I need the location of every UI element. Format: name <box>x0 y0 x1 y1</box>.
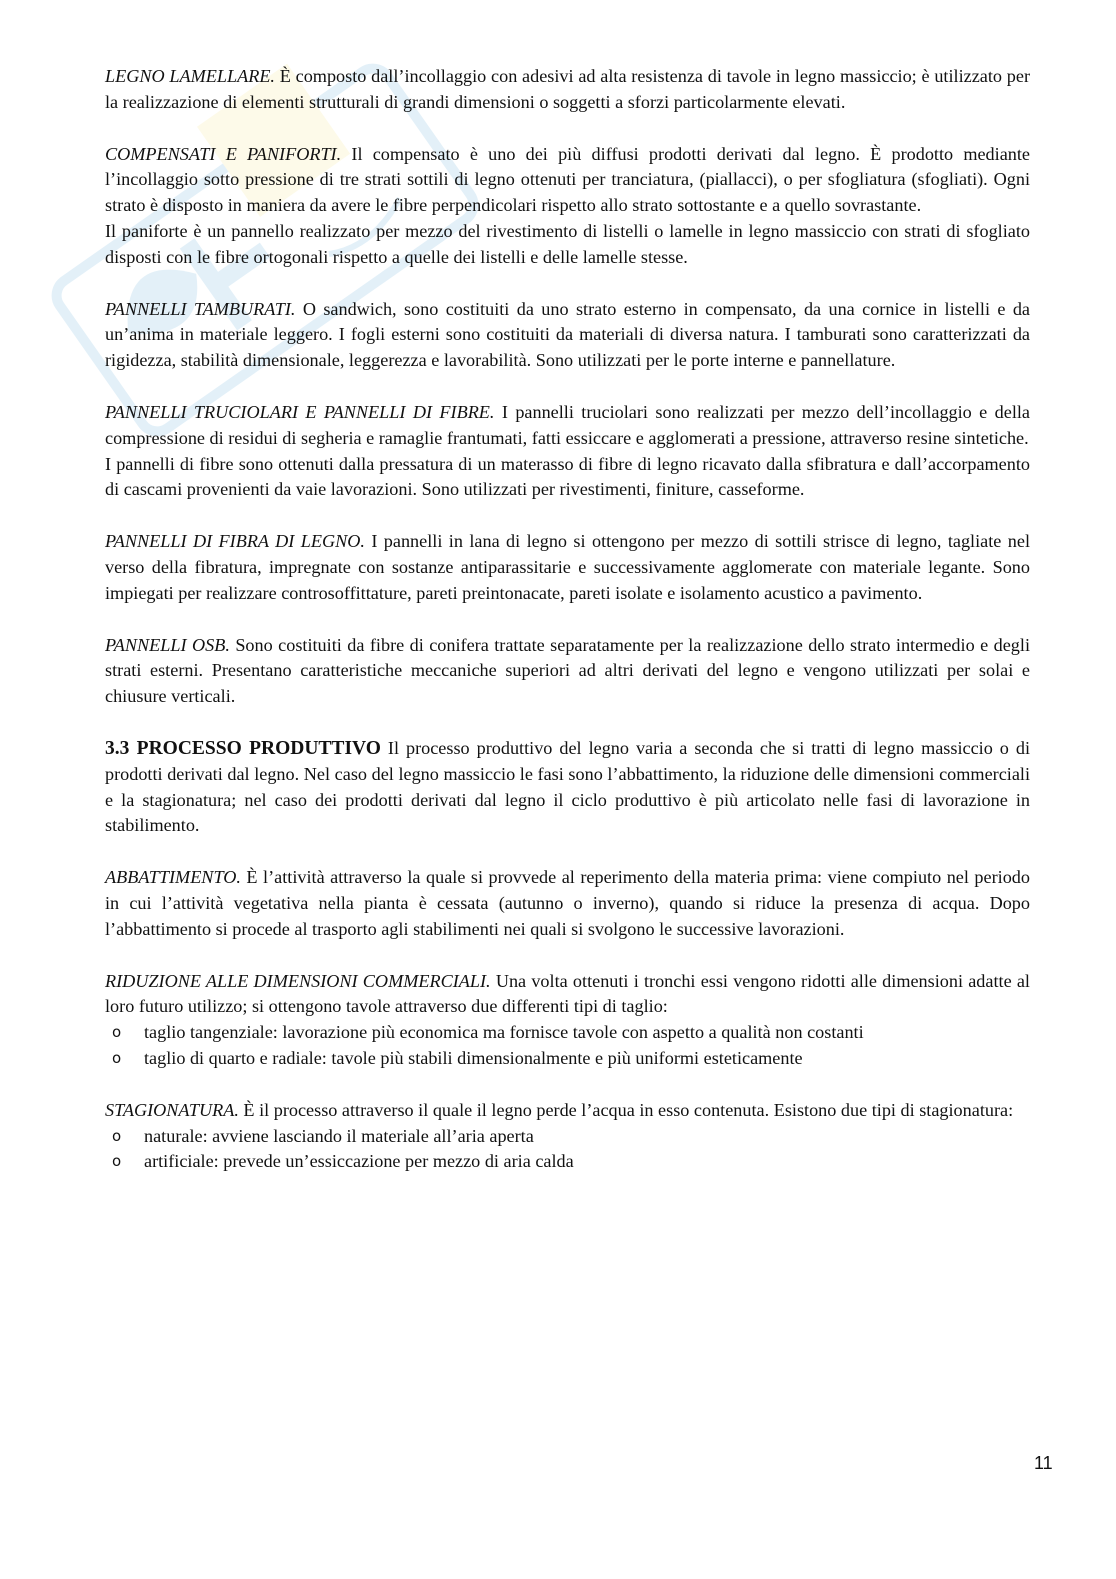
paragraph-stagionatura <box>105 1098 1030 1124</box>
paragraph-title: RIDUZIONE ALLE DIMENSIONI COMMERCIALI. <box>105 970 491 991</box>
paragraph-text: O sandwich, sono costituiti da uno strato esterno in compensato, da una cornice in listelli e da un’anima in materiale leggero. I fogli esterni sono costituiti da materiali di diversa natura. I tamburati sono caratterizzati da rigidezza, stabilità dimensionale, leggerezza e lavorabilità. Sono utilizzati per le porte interne e pannellature. <box>105 298 1031 371</box>
list-item-text: taglio di quarto e radiale: tavole più stabili dimensionalmente e più uniformi esteticamente <box>144 1047 803 1068</box>
paragraph-title: PANNELLI TAMBURATI. <box>105 298 296 319</box>
paragraph-text: È l’attività attraverso la quale si provvede al reperimento della materia prima: viene compiuto nel periodo in cui l’attività vegetativa nella pianta è cessata (autunno o inverno), quando si riduce la presenza di acqua. Dopo l’abbattimento si procede al trasporto agli stabilimenti nei quali si svolgono le successive lavorazioni. <box>105 867 1030 939</box>
paragraph-abbattimento <box>105 865 1030 942</box>
paragraph-compensati <box>105 142 1030 219</box>
paragraph-title: PANNELLI TRUCIOLARI E PANNELLI DI FIBRE. <box>105 401 495 422</box>
paragraph-title: LEGNO LAMELLARE. <box>105 66 275 86</box>
bullet-list-stagionatura <box>105 1124 1030 1176</box>
bullet-icon: o <box>112 1126 122 1145</box>
paragraph-text: I pannelli di fibre sono ottenuti dalla pressatura di un materasso di fibre di legno ricavato dalla sfibratura e dall’accorpamento di cascami provenienti da vaie lavorazioni. Sono utilizzati per rivestimenti, finiture, casseforme. <box>105 453 1030 500</box>
paragraph-text: Sono costituiti da fibre di conifera trattate separatamente per la realizzazione dello strato intermedio e degli strati esterni. Presentano caratteristiche meccaniche superiori ad altri derivati del legno e vengono utilizzati per solai e chiusure verticali. <box>105 634 1031 707</box>
paragraph-title: STAGIONATURA. <box>105 1099 239 1120</box>
paragraph-truciolari <box>105 400 1030 452</box>
list-item-text: taglio tangenziale: lavorazione più economica ma fornisce tavole con aspetto a qualità non costanti <box>144 1022 864 1043</box>
list-item <box>105 1046 1030 1072</box>
section-heading: 3.3 PROCESSO PRODUTTIVO <box>105 737 381 759</box>
paragraph-title: COMPENSATI E PANIFORTI. <box>105 143 342 164</box>
paragraph-text: Una volta ottenuti i tronchi essi vengono ridotti alle dimensioni adatte al loro futuro utilizzo; si ottengono tavole attraverso due differenti tipi di taglio: <box>105 970 1030 1017</box>
paragraph-title: PANNELLI OSB. <box>105 634 230 655</box>
paragraph-title: PANNELLI DI FIBRA DI LEGNO. <box>105 531 365 552</box>
paragraph-text: I pannelli in lana di legno si ottengono per mezzo di sottili strisce di legno, tagliate nel verso della fibratura, impregnate con sostanze antiparassitarie e successivamente agglomerate con materiale legante. Sono impiegati per realizzare controsoffittature, pareti preintonacate, pareti isolate e isolamento acustico a pavimento. <box>105 531 1030 603</box>
paragraph-legno-lamellare <box>105 64 1030 116</box>
list-item <box>105 1149 1030 1175</box>
paragraph-title: ABBATTIMENTO. <box>105 867 241 888</box>
bullet-icon: o <box>112 1048 122 1067</box>
list-item <box>105 1020 1030 1046</box>
page-number: 11 <box>1034 1453 1053 1473</box>
document-body <box>105 64 1030 1201</box>
paragraph-text: Il compensato è uno dei più diffusi prodotti derivati dal legno. È prodotto mediante l’incollaggio sotto pressione di tre strati sottili di legno ottenuti per tranciatura, (piallacci), o per sfogliatura (sfogliati). Ogni strato è disposto in maniera da avere le fibre perpendicolari rispetto allo strato sottostante e a quello sovrastante. <box>105 143 1030 216</box>
paragraph-fibra-di-legno <box>105 529 1030 606</box>
paragraph-riduzione <box>105 969 1030 1021</box>
list-item <box>105 1124 1030 1150</box>
paragraph-osb <box>105 633 1030 710</box>
paragraph-text: Il paniforte è un pannello realizzato per mezzo del rivestimento di listelli o lamelle in legno massiccio con strati di sfogliato disposti con le fibre ortogonali rispetto a quelle dei listelli e delle lamelle stesse. <box>105 220 1030 267</box>
list-item-text: artificiale: prevede un’essiccazione per mezzo di aria calda <box>144 1151 574 1172</box>
paragraph-text: Il processo produttivo del legno varia a seconda che si tratti di legno massiccio o di prodotti derivati dal legno. Nel caso del legno massiccio le fasi sono l’abbattimento, la riduzione delle dimensioni commerciali e la stagionatura; nel caso dei prodotti derivati dal legno il ciclo produttivo è più articolato nelle fasi di lavorazione in stabilimento. <box>105 737 1031 836</box>
paragraph-fibre <box>105 452 1030 504</box>
paragraph-tamburati <box>105 297 1030 374</box>
section-processo-produttivo <box>105 736 1030 839</box>
bullet-list-taglio <box>105 1020 1030 1072</box>
paragraph-text: È composto dall’incollaggio con adesivi ad alta resistenza di tavole in legno massiccio; è utilizzato per la realizzazione di elementi strutturali di grandi dimensioni o soggetti a sforzi particolarmente elevati. <box>105 66 1030 112</box>
list-item-text: naturale: avviene lasciando il materiale all’aria aperta <box>144 1125 534 1146</box>
paragraph-text: È il processo attraverso il quale il legno perde l’acqua in esso contenuta. Esistono due tipi di stagionatura: <box>238 1099 1014 1120</box>
bullet-icon: o <box>112 1023 122 1042</box>
paragraph-text: I pannelli truciolari sono realizzati per mezzo dell’incollaggio e della compressione di residui di segheria e ramaglie frantumati, fatti essiccare e agglomerati a pressione, attraverso resine sintetiche. <box>105 401 1030 448</box>
bullet-icon: o <box>112 1152 122 1171</box>
paragraph-paniforte <box>105 219 1030 271</box>
